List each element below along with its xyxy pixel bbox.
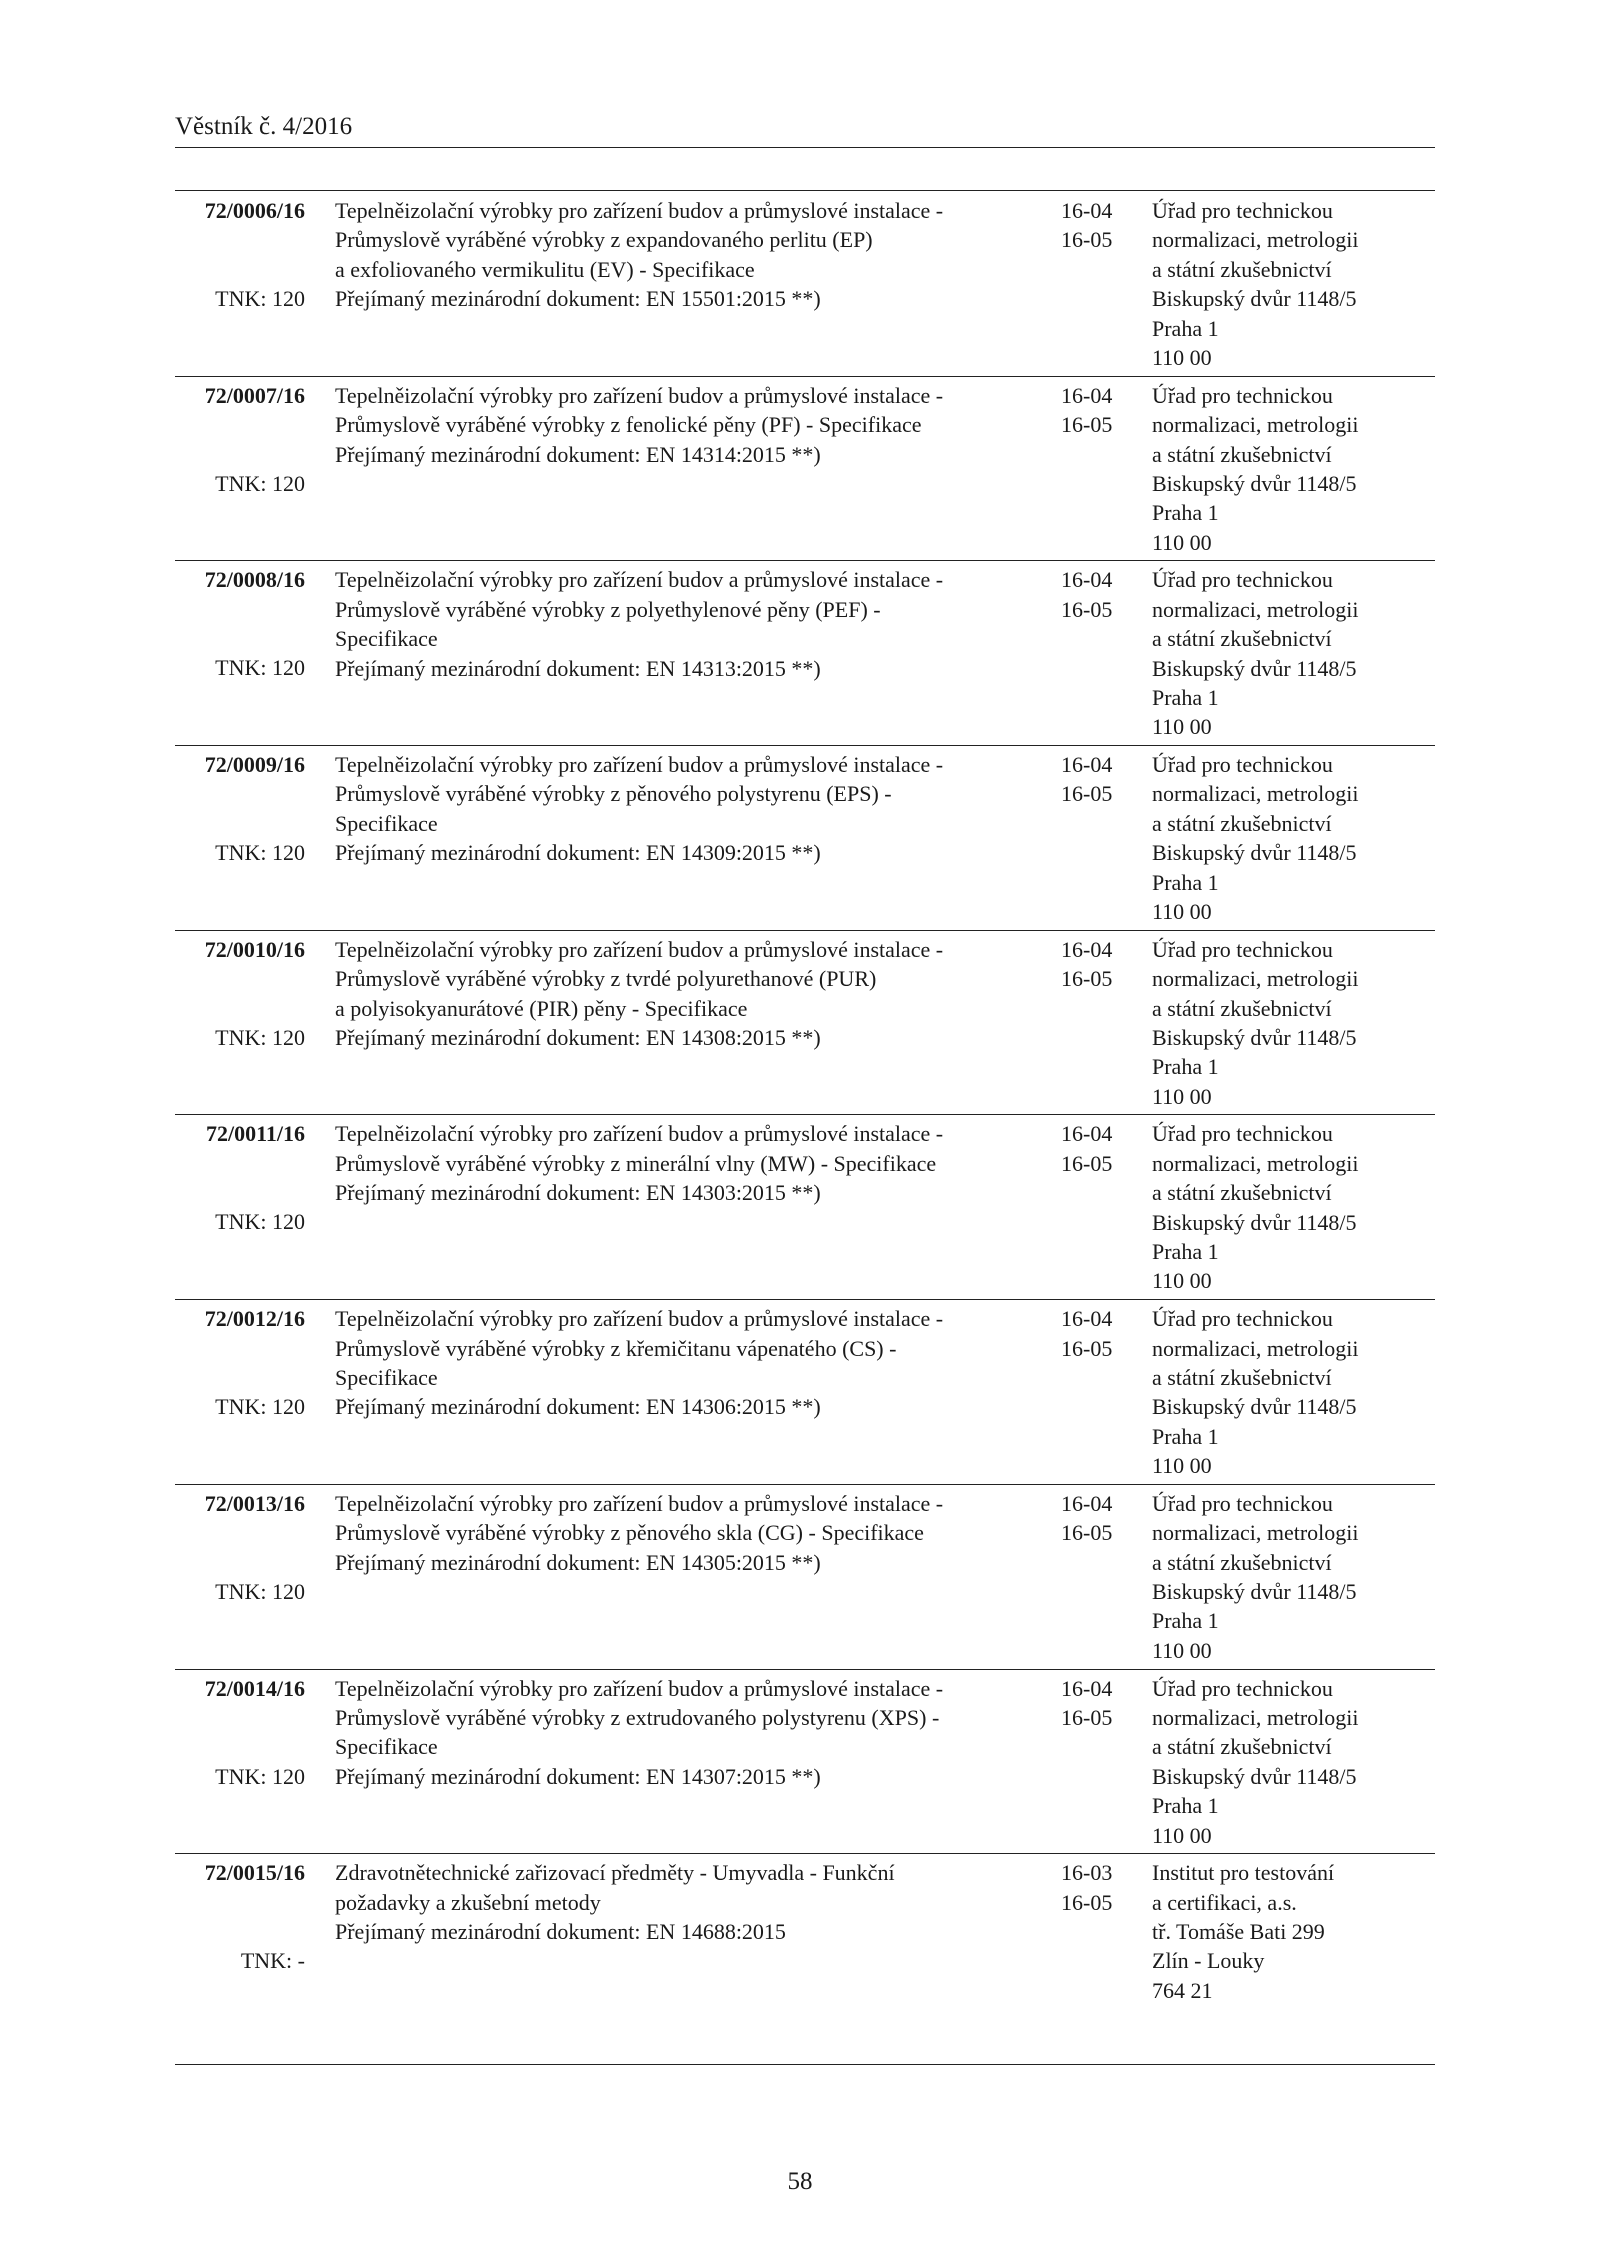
table-row [175,1854,1435,2065]
description-line: Průmyslově vyráběné výrobky z tvrdé polyurethanové (PUR) [335,966,877,992]
standard-description [335,1304,1045,1422]
organization-line: tř. Tomáše Bati 299 [1152,1919,1325,1944]
organization-line: Úřad pro technickou [1152,1490,1333,1516]
organization-line: Praha 1 [1152,869,1219,895]
table-row [175,1670,1435,1855]
table-row [175,1485,1435,1670]
organization-line: normalizaci, metrologii [1152,1335,1359,1361]
date-code: 16-05 [1061,412,1113,438]
responsible-organization [1152,1304,1442,1480]
organization-line: a státní zkušebnictví [1152,441,1332,467]
organization-line: a státní zkušebnictví [1152,626,1332,652]
standard-number: 72/0011/16 [205,1121,305,1147]
organization-line: Biskupský dvůr 1148/5 [1152,1763,1357,1789]
description-line: Přejímaný mezinárodní dokument: EN 15501:2015 **) [335,286,821,312]
date-code: 16-04 [1061,382,1113,408]
responsible-organization [1152,1489,1442,1665]
organization-line: Praha 1 [1152,1793,1219,1819]
date-code: 16-05 [1061,1520,1113,1546]
standard-number: 72/0012/16 [204,1306,305,1332]
standard-description [335,935,1045,1053]
responsible-organization [1152,1674,1442,1850]
organization-line: Biskupský dvůr 1148/5 [1152,286,1357,312]
date-code: 16-03 [1061,1860,1113,1886]
description-line: a exfoliovaného vermikulitu (EV) - Specifikace [335,256,755,282]
description-line: Průmyslově vyráběné výrobky z extrudovaného polystyrenu (XPS) - [335,1704,940,1730]
organization-line: a státní zkušebnictví [1152,256,1332,282]
organization-line: Úřad pro technickou [1152,752,1333,778]
standard-number: 72/0006/16 [204,198,305,223]
description-line: Tepelněizolační výrobky pro zařízení budov a průmyslové instalace - [335,752,944,778]
description-line: Přejímaný mezinárodní dokument: EN 14688:2015 [335,1919,786,1944]
description-line: Přejímaný mezinárodní dokument: EN 14303:2015 **) [335,1180,821,1206]
description-line: Specifikace [335,1364,438,1390]
responsible-organization [1152,750,1442,926]
date-code: 16-04 [1061,1675,1113,1701]
description-line: Specifikace [335,1734,438,1760]
date-code: 16-05 [1061,596,1113,622]
date-codes [1061,1858,1131,1917]
standard-description [335,1119,1045,1207]
date-codes [1061,1489,1131,1548]
tnk-label: TNK: - [240,1948,305,1974]
description-line: Zdravotnětechnické zařizovací předměty - Umyvadla - Funkční [335,1860,895,1886]
responsible-organization [1152,935,1442,1111]
date-code: 16-04 [1061,752,1113,778]
description-line: Přejímaný mezinárodní dokument: EN 14314:2015 **) [335,441,821,467]
description-line: Přejímaný mezinárodní dokument: EN 14309:2015 **) [335,840,821,866]
organization-line: 764 21 [1152,1977,1213,2003]
standard-description [335,1858,1045,1946]
description-line: Průmyslově vyráběné výrobky z expandovaného perlitu (EP) [335,227,873,253]
date-code: 16-05 [1061,227,1113,253]
organization-line: Institut pro testování [1152,1860,1335,1886]
date-code: 16-05 [1061,1889,1113,1915]
table-row [175,377,1435,562]
table-row [175,1300,1435,1485]
organization-line: Úřad pro technickou [1152,1306,1333,1332]
description-line: Tepelněizolační výrobky pro zařízení budov a průmyslové instalace - [335,567,944,593]
description-line: Přejímaný mezinárodní dokument: EN 14306:2015 **) [335,1394,821,1420]
organization-line: Úřad pro technickou [1152,567,1333,593]
table-row [175,1115,1435,1300]
organization-line: Praha 1 [1152,1239,1219,1265]
organization-line: 110 00 [1152,1822,1212,1848]
organization-line: Úřad pro technickou [1152,1121,1333,1147]
date-code: 16-04 [1061,567,1113,593]
date-code: 16-04 [1061,1306,1113,1332]
date-codes [1061,750,1131,809]
description-line: Přejímaný mezinárodní dokument: EN 14307:2015 **) [335,1763,821,1789]
tnk-label: TNK: 120 [215,1578,305,1604]
responsible-organization [1152,381,1442,557]
organization-line: Praha 1 [1152,1423,1219,1449]
description-line: Specifikace [335,810,438,836]
organization-line: a státní zkušebnictví [1152,995,1332,1021]
organization-line: Praha 1 [1152,500,1219,526]
organization-line: Úřad pro technickou [1152,936,1333,962]
organization-line: Praha 1 [1152,1608,1219,1634]
standard-number: 72/0014/16 [204,1675,305,1701]
tnk-label: TNK: 120 [215,470,305,496]
standard-description [335,196,1045,314]
description-line: Tepelněizolační výrobky pro zařízení budov a průmyslové instalace - [335,382,944,408]
date-code: 16-05 [1061,1150,1113,1176]
organization-line: 110 00 [1152,714,1212,740]
organization-line: 110 00 [1152,1268,1212,1294]
responsible-organization [1152,565,1442,741]
organization-line: normalizaci, metrologii [1152,227,1359,253]
standard-number: 72/0009/16 [204,752,305,778]
organization-line: normalizaci, metrologii [1152,781,1359,807]
date-codes [1061,1304,1131,1363]
description-line: požadavky a zkušební metody [335,1889,601,1915]
organization-line: Úřad pro technickou [1152,382,1333,408]
organization-line: 110 00 [1152,1083,1212,1109]
organization-line: a státní zkušebnictví [1152,810,1332,836]
responsible-organization [1152,196,1442,372]
organization-line: normalizaci, metrologii [1152,412,1359,438]
organization-line: a státní zkušebnictví [1152,1734,1332,1760]
organization-line: Biskupský dvůr 1148/5 [1152,470,1357,496]
organization-line: Biskupský dvůr 1148/5 [1152,840,1357,866]
standard-number: 72/0008/16 [204,567,305,593]
page-header-title: Věstník č. 4/2016 [175,113,353,140]
standards-table [175,192,1435,2065]
organization-line: Biskupský dvůr 1148/5 [1152,655,1357,681]
description-line: Průmyslově vyráběné výrobky z pěnového polystyrenu (EPS) - [335,781,892,807]
date-code: 16-04 [1061,1121,1113,1147]
description-line: Tepelněizolační výrobky pro zařízení budov a průmyslové instalace - [335,198,944,223]
description-line: Tepelněizolační výrobky pro zařízení budov a průmyslové instalace - [335,1306,944,1332]
date-codes [1061,381,1131,440]
description-line: Specifikace [335,626,438,652]
organization-line: Biskupský dvůr 1148/5 [1152,1209,1357,1235]
standard-description [335,750,1045,868]
description-line: Tepelněizolační výrobky pro zařízení budov a průmyslové instalace - [335,936,944,962]
table-top-divider [175,190,1435,191]
organization-line: Zlín - Louky [1152,1948,1265,1974]
organization-line: normalizaci, metrologii [1152,966,1359,992]
standard-description [335,381,1045,469]
description-line: Průmyslově vyráběné výrobky z minerální vlny (MW) - Specifikace [335,1150,937,1176]
date-code: 16-04 [1061,936,1113,962]
description-line: Průmyslově vyráběné výrobky z pěnového skla (CG) - Specifikace [335,1520,924,1546]
organization-line: Praha 1 [1152,315,1219,341]
organization-line: 110 00 [1152,1637,1212,1663]
organization-line: normalizaci, metrologii [1152,1150,1359,1176]
organization-line: Biskupský dvůr 1148/5 [1152,1579,1357,1605]
organization-line: a státní zkušebnictví [1152,1180,1332,1206]
tnk-label: TNK: 120 [215,655,305,681]
date-code: 16-04 [1061,1490,1113,1516]
responsible-organization [1152,1119,1442,1295]
organization-line: 110 00 [1152,899,1212,925]
organization-line: Biskupský dvůr 1148/5 [1152,1024,1357,1050]
description-line: a polyisokyanurátové (PIR) pěny - Specifikace [335,995,748,1021]
date-codes [1061,1674,1131,1733]
description-line: Průmyslově vyráběné výrobky z křemičitanu vápenatého (CS) - [335,1335,897,1361]
tnk-label: TNK: 120 [215,1209,305,1235]
standard-description [335,1674,1045,1792]
organization-line: Úřad pro technickou [1152,198,1333,223]
description-line: Přejímaný mezinárodní dokument: EN 14308:2015 **) [335,1024,821,1050]
date-code: 16-04 [1061,198,1113,223]
standard-description [335,565,1045,683]
description-line: Tepelněizolační výrobky pro zařízení budov a průmyslové instalace - [335,1675,944,1701]
organization-line: 110 00 [1152,529,1212,555]
date-codes [1061,1119,1131,1178]
date-code: 16-05 [1061,1704,1113,1730]
organization-line: a státní zkušebnictví [1152,1364,1332,1390]
organization-line: normalizaci, metrologii [1152,1704,1359,1730]
standard-number: 72/0007/16 [204,382,305,408]
standard-number: 72/0010/16 [204,936,305,962]
description-line: Tepelněizolační výrobky pro zařízení budov a průmyslové instalace - [335,1121,944,1147]
description-line: Přejímaný mezinárodní dokument: EN 14305:2015 **) [335,1549,821,1575]
organization-line: Biskupský dvůr 1148/5 [1152,1394,1357,1420]
organization-line: 110 00 [1152,345,1212,371]
date-codes [1061,196,1131,255]
standard-number: 72/0015/16 [204,1860,305,1886]
header-divider [175,147,1435,148]
date-code: 16-05 [1061,781,1113,807]
date-codes [1061,935,1131,994]
description-line: Přejímaný mezinárodní dokument: EN 14313:2015 **) [335,655,821,681]
responsible-organization [1152,1858,1442,2005]
organization-line: a certifikaci, a.s. [1152,1889,1297,1915]
tnk-label: TNK: 120 [215,1024,305,1050]
table-row [175,561,1435,746]
organization-line: Praha 1 [1152,1054,1219,1080]
standard-description [335,1489,1045,1577]
table-row [175,931,1435,1116]
table-row [175,192,1435,377]
standard-number: 72/0013/16 [204,1490,305,1516]
description-line: Průmyslově vyráběné výrobky z polyethylenové pěny (PEF) - [335,596,881,622]
date-codes [1061,565,1131,624]
description-line: Tepelněizolační výrobky pro zařízení budov a průmyslové instalace - [335,1490,944,1516]
organization-line: 110 00 [1152,1453,1212,1479]
page-number: 58 [787,2168,813,2195]
date-code: 16-05 [1061,1335,1113,1361]
tnk-label: TNK: 120 [215,286,305,311]
organization-line: Úřad pro technickou [1152,1675,1333,1701]
description-line: Průmyslově vyráběné výrobky z fenolické pěny (PF) - Specifikace [335,412,922,438]
organization-line: normalizaci, metrologii [1152,1520,1359,1546]
tnk-label: TNK: 120 [215,1394,305,1420]
date-code: 16-05 [1061,966,1113,992]
organization-line: normalizaci, metrologii [1152,596,1359,622]
organization-line: a státní zkušebnictví [1152,1549,1332,1575]
tnk-label: TNK: 120 [215,840,305,866]
organization-line: Praha 1 [1152,685,1219,710]
tnk-label: TNK: 120 [215,1763,305,1789]
table-row [175,746,1435,931]
